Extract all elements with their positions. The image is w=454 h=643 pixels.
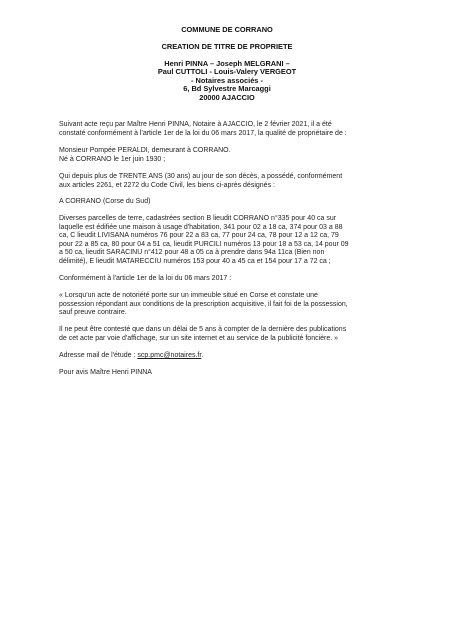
text-line: constaté conformément à l'article 1er de la loi du 06 mars 2017, la qualité de propriétaire de : <box>59 129 347 137</box>
notaries-line: Paul CUTTOLI - Louis-Valery VERGEOT <box>157 67 297 77</box>
text-line: Diverses parcelles de terre, cadastrées section B lieudit CORRANO n°335 pour 40 ca sur <box>59 215 337 222</box>
text-line: de cet acte par voie d'affichage, sur un site internet et au service de la publicité foncière. » <box>59 334 339 342</box>
document-title: CREATION DE TITRE DE PROPRIETE <box>161 42 293 51</box>
text-line: Monsieur Pompée PERALDI, demeurant à CORRANO. <box>59 147 231 154</box>
email-label: Adresse mail de l'étude : <box>59 352 138 359</box>
conformity-paragraph <box>59 275 407 284</box>
email-end: . <box>201 352 204 359</box>
notaries-line: Henri PINNA – Joseph MELGRANI – <box>164 59 290 68</box>
text-line: délimité), E lieudit MATARECCIU numéros 153 pour 40 a 45 ca et 154 pour 17 a 72 ca ; <box>59 257 331 265</box>
text-line: Il ne peut être contesté que dans un délai de 5 ans à compter de la dernière des publications <box>59 326 347 333</box>
notaries-block <box>0 60 454 102</box>
email-line <box>59 352 407 361</box>
text-line: pour 22 a 85 ca, 80 pour 04 a 51 ca, lieudit PURCILI numéros 13 pour 18 a 53 ca, 14 pour 09 <box>59 240 349 248</box>
text-line: « Lorsqu'un acte de notoriété porte sur un immeuble situé en Corse et constate une <box>59 292 318 299</box>
text-line: possession répondant aux conditions de la prescription acquisitive, il fait foi de la possession, <box>59 300 348 308</box>
notaries-line: - Notaires associés - <box>191 75 263 85</box>
text-line: Conformément à l'article 1er de la loi du 06 mars 2017 : <box>59 275 232 282</box>
text-line: ca, C lieudit LIVISANA numéros 76 pour 22 a 83 ca, 77 pour 24 ca, 78 pour 12 a 12 ca, 79 <box>59 232 339 240</box>
signature-line: Pour avis Maître Henri PINNA <box>59 369 152 376</box>
owner-paragraph <box>59 147 407 164</box>
office-address-line: 6, Bd Sylvestre Marcaggi <box>183 84 271 94</box>
commune-heading: COMMUNE DE CORRANO <box>181 25 273 34</box>
email-paragraph <box>59 352 407 361</box>
text-line: sauf preuve contraire. <box>59 309 127 317</box>
location-paragraph <box>59 198 407 207</box>
law-quote-paragraph <box>59 292 407 318</box>
signature-paragraph <box>59 369 407 378</box>
contest-paragraph <box>59 326 407 343</box>
text-line: a 50 ca, lieudit SARACINU n°412 pour 48 a 05 ca à prendre dans 94a 11ca (Bien non <box>59 249 325 257</box>
possession-paragraph <box>59 173 407 190</box>
text-line: laquelle est édifiée une maison à usage d'habitation, 341 pour 02 a 18 ca, 374 pour 03 a 88 <box>59 223 343 231</box>
text-line: A CORRANO (Corse du Sud) <box>59 198 151 205</box>
text-line: Né à CORRANO le 1er juin 1930 ; <box>59 155 166 163</box>
text-line: Qui depuis plus de TRENTE ANS (30 ans) au jour de son décès, a possédé, conformément <box>59 173 343 180</box>
text-line: Suivant acte reçu par Maître Henri PINNA, Notaire à AJACCIO, le 2 février 2021, il a été <box>59 121 332 128</box>
office-city-line: 20000 AJACCIO <box>199 92 255 102</box>
intro-paragraph <box>59 121 407 138</box>
email-link[interactable]: scp.pmc@notaires.fr <box>137 352 202 359</box>
text-line: aux articles 2261, et 2272 du Code Civil, les biens ci-après désignés : <box>59 181 275 189</box>
parcels-paragraph <box>59 215 407 267</box>
